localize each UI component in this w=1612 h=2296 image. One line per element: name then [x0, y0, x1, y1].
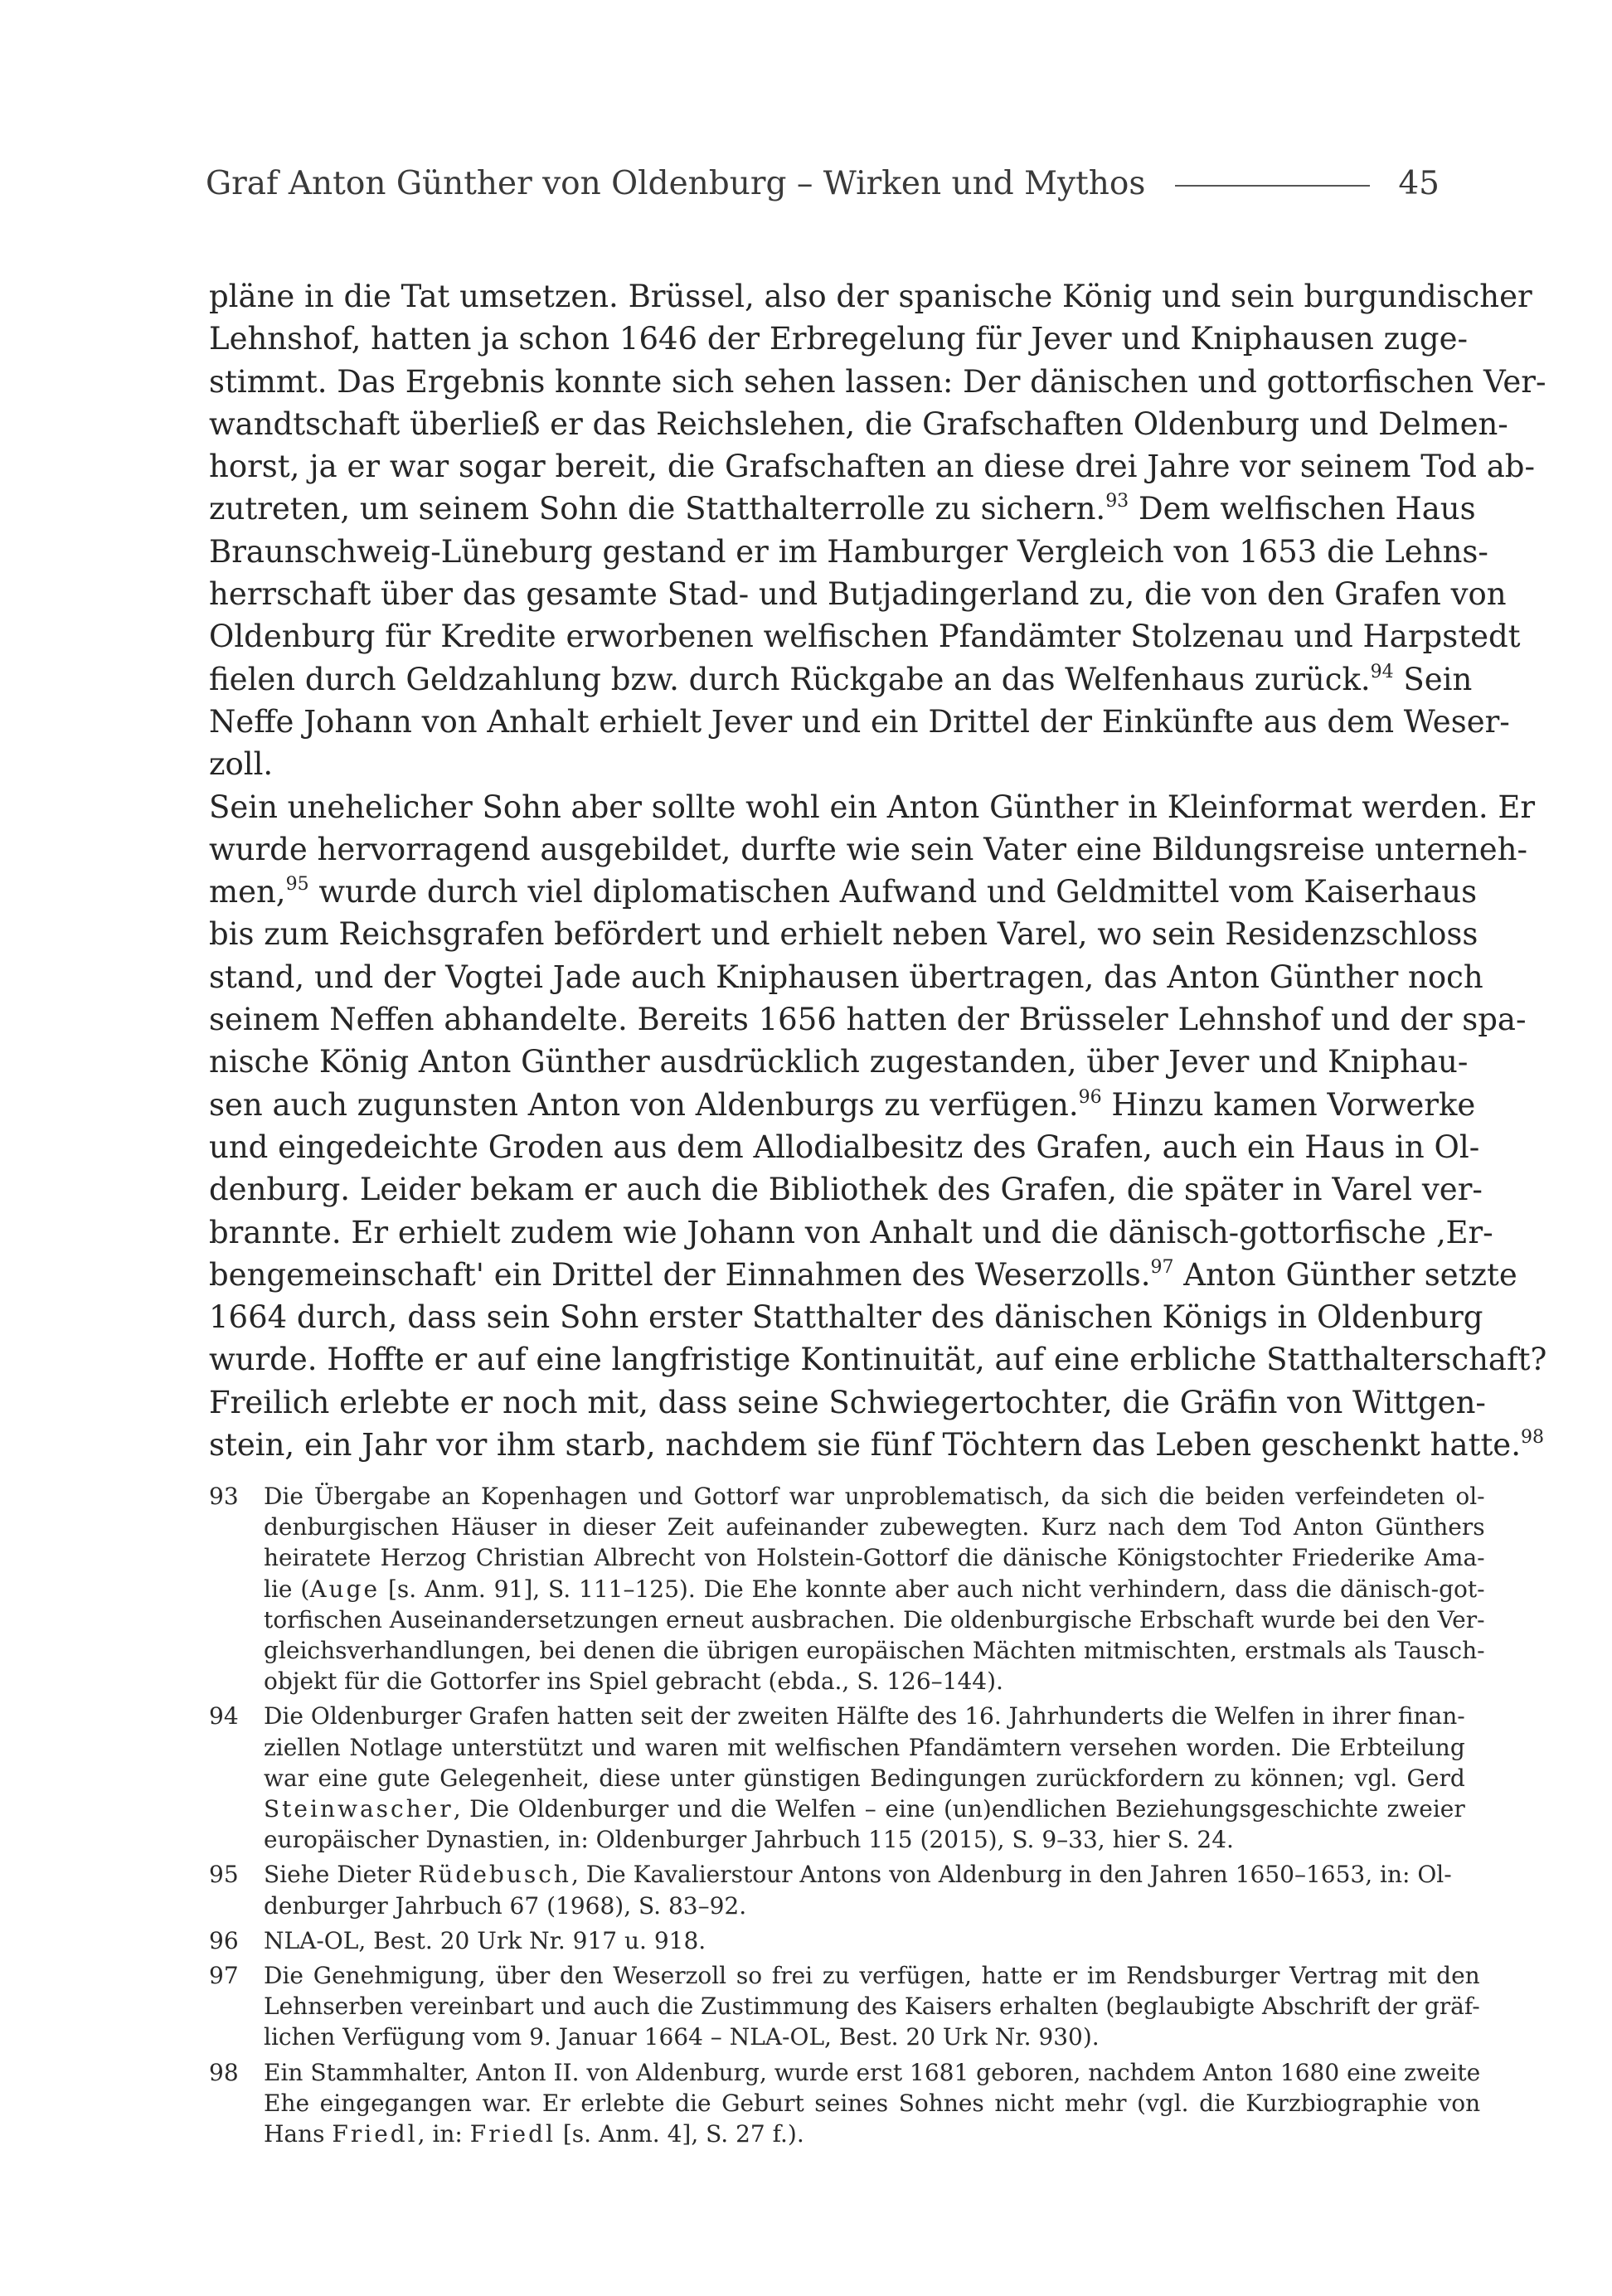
text-line: stimmt. Das Ergebnis konnte sich sehen lassen: Der dänischen und gottorfischen Ver- [209, 363, 1546, 400]
text-line: brannte. Er erhielt zudem wie Johann von Anhalt und die dänisch-gottorfische ‚Er- [209, 1214, 1493, 1250]
footnote-ref[interactable]: 98 [1520, 1427, 1544, 1449]
text-line: wandtschaft überließ er das Reichslehen, die Grafschaften Oldenburg und Delmen- [209, 405, 1508, 442]
text-line: bengemeinschaft' ein Drittel der Einnahmen des Weserzolls.$^{97}$ Anton Günther setzte [209, 1256, 1517, 1293]
footnote-ref[interactable]: 93 [1105, 491, 1129, 512]
text-line: Oldenburg für Kredite erworbenen welfischen Pfandämter Stolzenau und Harpstedt [209, 619, 1521, 655]
text-line: nische König Anton Günther ausdrücklich zugestanden, über Jever und Kniphau- [209, 1044, 1469, 1080]
running-header [206, 163, 1440, 206]
footnote-number: 94 [209, 1702, 239, 1730]
footnote-ref[interactable]: 94 [1370, 661, 1394, 682]
text-line: horst, ja er war sogar bereit, die Grafschaften an diese drei Jahre vor seinem Tod ab- [209, 449, 1535, 485]
footnote-number: 96 [209, 1926, 239, 1954]
text-line: wurde hervorragend ausgebildet, durfte wie sein Vater eine Bildungsreise unterneh- [209, 831, 1528, 867]
footnote-number: 93 [209, 1483, 239, 1510]
header-rule [1175, 185, 1370, 187]
footnote-text: Die Oldenburger Grafen hatten seit der zweiten Hälfte des 16. Jahrhunderts die Welfen in ihrer finan- ziellen Notlage unterstützt und waren mit welfischen Pfandämtern versehen worden. Die Erbteilung war eine gute Gelegenheit, diese unter günstigen Bedingungen zurückfordern zu können; vgl. Gerd Steinwascher, Die Oldenburger und die Welfen – eine (un)endlichen Beziehungsgeschichte zweier europäischer Dynastien, in: Oldenburger Jahrbuch 115 (2015), S. 9–33, hier S. 24. [264, 1702, 1465, 1854]
running-title: Graf Anton Günther von Oldenburg – Wirken und Mythos [206, 165, 1146, 202]
text-line: seinem Neffen abhandelte. Bereits 1656 hatten der Brüsseler Lehnshof und der spa- [209, 1002, 1527, 1038]
footnote-ref[interactable]: 96 [1078, 1086, 1102, 1108]
footnote-ref[interactable]: 97 [1150, 1256, 1174, 1278]
text-line: herrschaft über das gesamte Stad- und Butjadingerland zu, die von den Grafen von [209, 576, 1507, 613]
text-line: men,$^{95}$ wurde durch viel diplomatischen Aufwand und Geldmittel vom Kaiserhaus [209, 874, 1478, 910]
footnotes [209, 1481, 1485, 2153]
text-line: pläne in die Tat umsetzen. Brüssel, also der spanische König und sein burgundischer [209, 279, 1532, 314]
footnote-94 [209, 1701, 1465, 1855]
text-line: stein, ein Jahr vor ihm starb, nachdem sie fünf Töchtern das Leben geschenkt hatte.$^{98}$ [209, 1427, 1544, 1464]
footnote-93 [209, 1481, 1485, 1697]
footnote-98 [209, 2057, 1481, 2150]
author-name: Rüdebusch [418, 1861, 571, 1889]
author-name: Steinwascher [264, 1795, 454, 1823]
footnote-95 [209, 1859, 1452, 1920]
author-name: Friedl [332, 2120, 418, 2148]
page-number: 45 [1398, 165, 1440, 202]
footnote-text: Die Übergabe an Kopenhagen und Gottorf war unproblematisch, da sich die beiden verfeindeten ol- denburgischen Häuser in dieser Zeit aufeinander zubewegten. Kurz nach dem Tod Anton Günthers heiratete Herzog Christian Albrecht von Holstein-Gottorf die dänische Königstochter Friederike Ama- lie (Auge [s. Anm. 91], S. 111–125). Die Ehe konnte aber auch nicht verhindern, dass die dänisch-got- torfischen Auseinandersetzungen erneut ausbrachen. Die oldenburgische Erbschaft wurde bei den Ver- gleichsverhandlungen, bei denen die übrigen europäischen Mächten mitmischten, erstmals als Tausch- objekt für die Gottorfer ins Spiel gebracht (ebda., S. 126–144). [264, 1483, 1485, 1696]
text-line: denburg. Leider bekam er auch die Bibliothek des Grafen, die später in Varel ver- [209, 1172, 1483, 1208]
text-line: Braunschweig-Lüneburg gestand er im Hamburger Vergleich von 1653 die Lehns- [209, 533, 1488, 570]
footnote-97 [209, 1960, 1480, 2053]
text-line: Freilich erlebte er noch mit, dass seine Schwiegertochter, die Gräfin von Wittgen- [209, 1384, 1486, 1420]
text-line: fielen durch Geldzahlung bzw. durch Rückgabe an das Welfenhaus zurück.$^{94}$ Sein [209, 661, 1473, 697]
footnote-ref[interactable]: 95 [285, 874, 309, 896]
footnote-number: 95 [209, 1861, 239, 1889]
text-line: 1664 durch, dass sein Sohn erster Statthalter des dänischen Königs in Oldenburg [209, 1299, 1483, 1336]
text-line: wurde. Hoffte er auf eine langfristige Kontinuität, auf eine erbliche Statthalterschaft? [209, 1342, 1547, 1378]
text-line: und eingedeichte Groden aus dem Allodialbesitz des Grafen, auch ein Haus in Ol- [209, 1129, 1480, 1165]
footnote-text: Ein Stammhalter, Anton II. von Aldenburg, wurde erst 1681 geboren, nachdem Anton 1680 eine zweite Ehe eingegangen war. Er erlebte die Geburt seines Sohnes nicht mehr (vgl. die Kurzbiographie von Hans Friedl, in: Friedl [s. Anm. 4], S. 27 f.). [264, 2058, 1481, 2148]
text-line: zutreten, um seinem Sohn die Statthalterrolle zu sichern.$^{93}$ Dem welfischen Haus [209, 491, 1476, 527]
text-line: Lehnshof, hatten ja schon 1646 der Erbregelung für Jever und Kniphausen zuge- [209, 321, 1469, 357]
text-line: Neffe Johann von Anhalt erhielt Jever und ein Drittel der Einkünfte aus dem Weser- [209, 703, 1510, 740]
footnote-text: NLA-OL, Best. 20 Urk Nr. 917 u. 918. [264, 1926, 706, 1954]
footnote-96 [209, 1925, 1440, 1956]
footnote-text: Die Genehmigung, über den Weserzoll so frei zu verfügen, hatte er im Rendsburger Vertrag mit den Lehnserben vereinbart und auch die Zustimmung des Kaisers erhalten (beglaubigte Abschrift der gräf- lichen Verfügung vom 9. Januar 1664 – NLA-OL, Best. 20 Urk Nr. 930). [264, 1962, 1480, 2051]
footnote-number: 97 [209, 1962, 239, 1990]
main-text [209, 275, 1547, 1466]
text-line: Sein unehelicher Sohn aber sollte wohl ein Anton Günther in Kleinformat werden. Er [209, 789, 1536, 825]
text-line: bis zum Reichsgrafen befördert und erhielt neben Varel, wo sein Residenzschloss [209, 916, 1478, 953]
footnote-number: 98 [209, 2058, 239, 2086]
text-line: stand, und der Vogtei Jade auch Kniphausen übertragen, das Anton Günther noch [209, 959, 1483, 995]
author-name: Friedl [469, 2120, 556, 2148]
text-line: sen auch zugunsten Anton von Aldenburgs zu verfügen.$^{96}$ Hinzu kamen Vorwerke [209, 1086, 1476, 1123]
author-name: Auge [309, 1575, 381, 1603]
footnote-text: Siehe Dieter Rüdebusch, Die Kavalierstour Antons von Aldenburg in den Jahren 1650–1653, in: Ol- denburger Jahrbuch 67 (1968), S. 83–92. [264, 1861, 1452, 1920]
text-line: zoll. [209, 746, 274, 783]
